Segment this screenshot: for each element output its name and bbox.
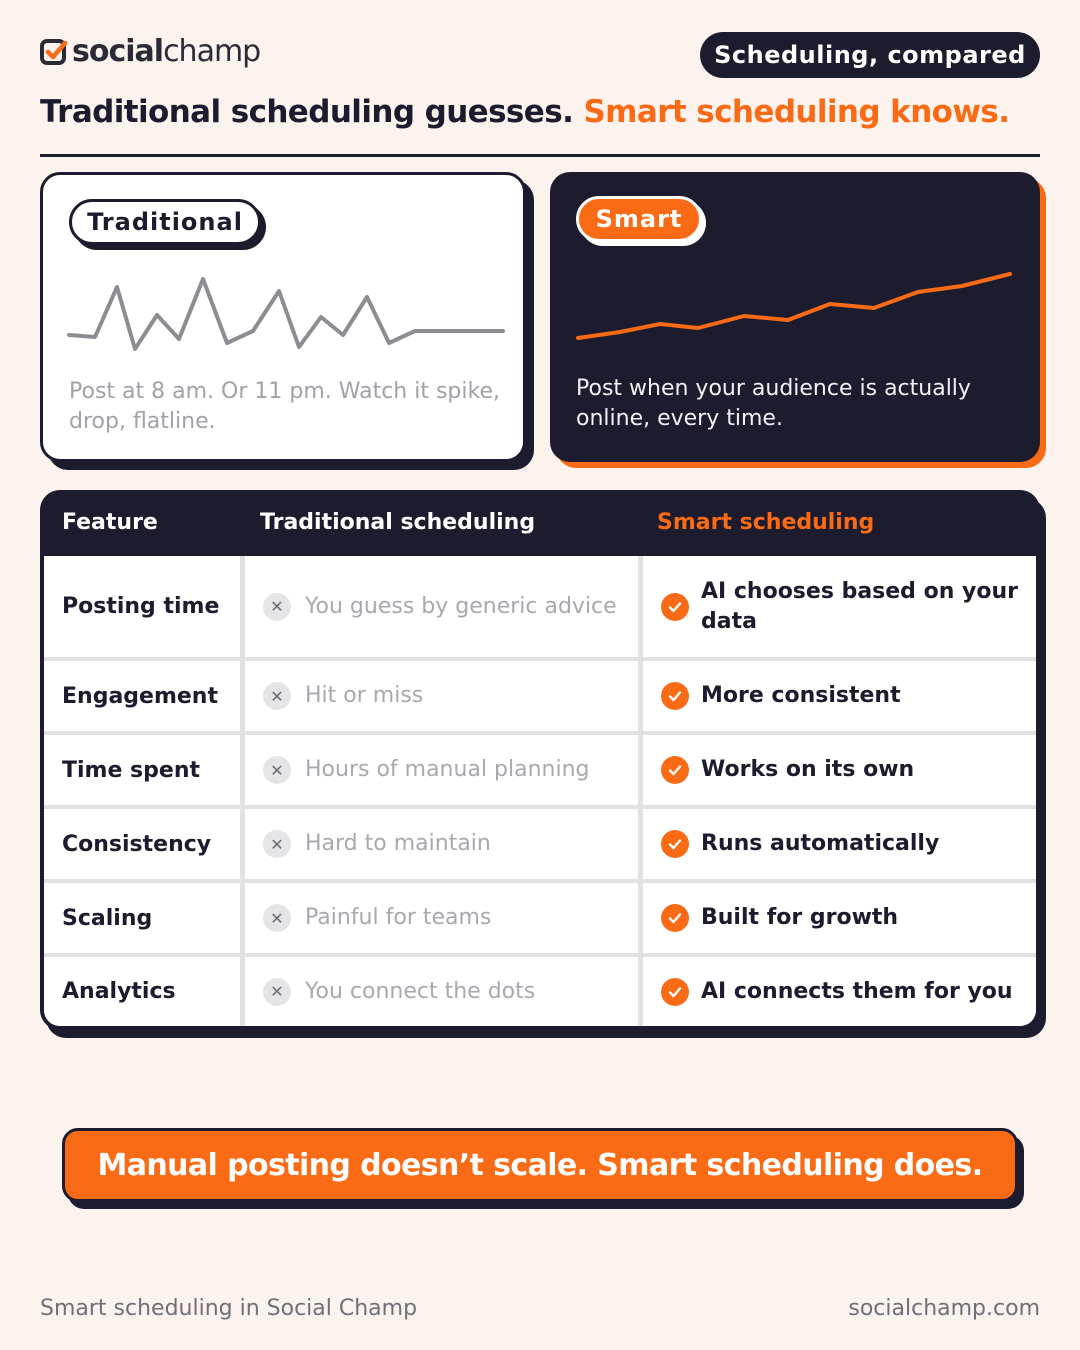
check-icon <box>661 682 689 710</box>
headline <box>40 94 1040 130</box>
table-header <box>40 490 1040 556</box>
check-icon <box>661 978 689 1006</box>
check-icon <box>661 830 689 858</box>
table-row <box>44 883 1036 953</box>
header-feature: Feature <box>62 510 158 535</box>
header-smart: Smart scheduling <box>657 510 875 535</box>
smart-description: Post when your audience is actually online, every time. <box>576 376 971 431</box>
traditional-description: Post at 8 am. Or 11 pm. Watch it spike, drop, flatline. <box>69 379 500 434</box>
table-row <box>44 957 1036 1026</box>
table-row <box>44 661 1036 731</box>
header-traditional: Traditional scheduling <box>260 510 536 535</box>
feature-cell: Time spent <box>44 735 240 805</box>
feature-cell: Analytics <box>44 957 240 1026</box>
footer-url[interactable]: socialchamp.com <box>848 1296 1040 1321</box>
headline-dark: Traditional scheduling guesses. <box>40 94 574 130</box>
smart-card <box>550 172 1040 462</box>
traditional-cell: ✕ Hit or miss <box>245 661 638 731</box>
headline-accent: Smart scheduling knows. <box>583 94 1010 130</box>
x-icon: ✕ <box>263 830 291 858</box>
traditional-cell: ✕ You guess by generic advice <box>245 556 638 657</box>
smart-cell: More consistent <box>643 661 1036 731</box>
header-divider <box>40 154 1040 157</box>
logo-text-light: champ <box>163 34 261 69</box>
feature-cell: Posting time <box>44 556 240 657</box>
smart-cell: AI chooses based on your data <box>643 556 1036 657</box>
x-icon: ✕ <box>263 593 291 621</box>
traditional-cell: ✕ Painful for teams <box>245 883 638 953</box>
smart-cell: Runs automatically <box>643 809 1036 879</box>
x-icon: ✕ <box>263 682 291 710</box>
footer-caption: Smart scheduling in Social Champ <box>40 1296 418 1321</box>
x-icon: ✕ <box>263 978 291 1006</box>
traditional-cell: ✕ Hard to maintain <box>245 809 638 879</box>
table-row <box>44 809 1036 879</box>
smart-cell: AI connects them for you <box>643 957 1036 1026</box>
table-row <box>44 735 1036 805</box>
traditional-cell: ✕ Hours of manual planning <box>245 735 638 805</box>
smart-cell: Built for growth <box>643 883 1036 953</box>
smart-tag: Smart <box>576 196 702 242</box>
feature-cell: Scaling <box>44 883 240 953</box>
checkbox-icon <box>40 38 68 66</box>
check-icon <box>661 904 689 932</box>
cta-banner: Manual posting doesn’t scale. Smart scheduling does. <box>62 1128 1018 1202</box>
feature-cell: Engagement <box>44 661 240 731</box>
x-icon: ✕ <box>263 756 291 784</box>
traditional-tag: Traditional <box>69 199 261 245</box>
table-row <box>44 556 1036 657</box>
rising-line-graphic <box>574 268 1014 358</box>
traditional-cell: ✕ You connect the dots <box>245 957 638 1026</box>
traditional-card <box>40 172 526 462</box>
logo-text-bold: social <box>72 34 164 69</box>
erratic-line-graphic <box>67 271 507 361</box>
check-icon <box>661 756 689 784</box>
comparison-table <box>40 490 1040 1030</box>
smart-cell: Works on its own <box>643 735 1036 805</box>
check-icon <box>661 593 689 621</box>
header-badge: Scheduling, compared <box>700 32 1040 78</box>
brand-logo <box>40 34 260 69</box>
x-icon: ✕ <box>263 904 291 932</box>
feature-cell: Consistency <box>44 809 240 879</box>
table-body <box>44 556 1036 1026</box>
